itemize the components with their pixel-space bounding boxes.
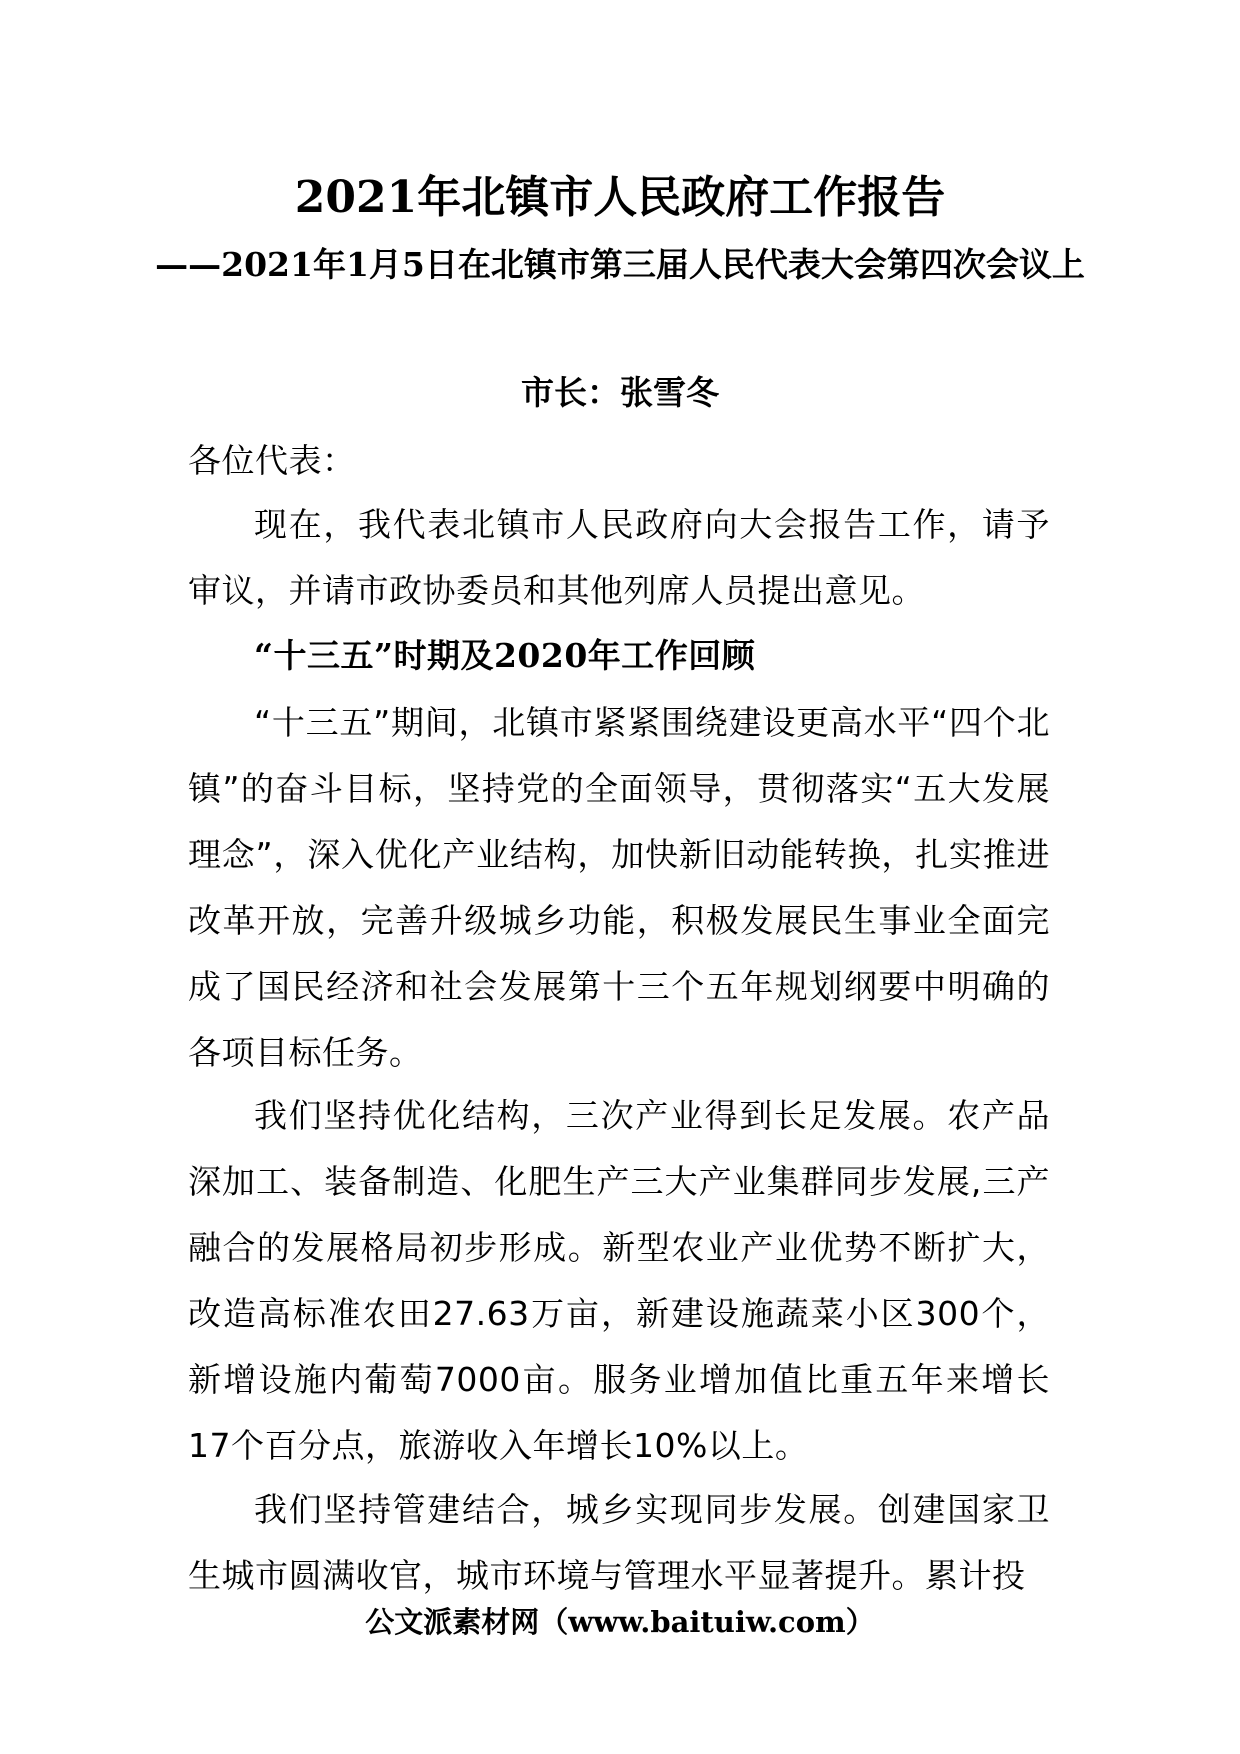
paragraph-structure: 我们坚持优化结构，三次产业得到长足发展。农产品深加工、装备制造、化肥生产三大产业集群同步发展,三产融合的发展格局初步形成。新型农业产业优势不断扩大，改造高标准农田27.63万亩，新建设施蔬菜小区300个，新增设施内葡萄7000亩。服务业增加值比重五年来增长17个百分点，旅游收入年增长10%以上。 xyxy=(188,1096,1050,1465)
document-title: 2021年北镇市人民政府工作报告 xyxy=(294,172,946,223)
document-subtitle: ——2021年1月5日在北镇市第三届人民代表大会第四次会议上 xyxy=(155,245,1085,284)
paragraph-intro: 现在，我代表北镇市人民政府向大会报告工作，请予审议，并请市政协委员和其他列席人员提出意见。 xyxy=(188,505,1050,610)
paragraph-urban-rural: 我们坚持管建结合，城乡实现同步发展。创建国家卫生城市圆满收官，城市环境与管理水平显著提升。累计投 xyxy=(188,1490,1050,1595)
mayor-line: 市长：张雪冬 xyxy=(521,373,719,412)
footer-watermark: 公文派素材网（www.baituiw.com） xyxy=(365,1605,875,1639)
salutation: 各位代表： xyxy=(188,441,356,480)
section-heading: “十三五”时期及2020年工作回顾 xyxy=(254,636,756,675)
paragraph-review: “十三五”期间，北镇市紧紧围绕建设更高水平“四个北镇”的奋斗目标，坚持党的全面领导，贯彻落实“五大发展理念”，深入优化产业结构，加快新旧动能转换，扎实推进改革开放，完善升级城乡功能，积极发展民生事业全面完成了国民经济和社会发展第十三个五年规划纲要中明确的各项目标任务。 xyxy=(188,703,1050,1072)
